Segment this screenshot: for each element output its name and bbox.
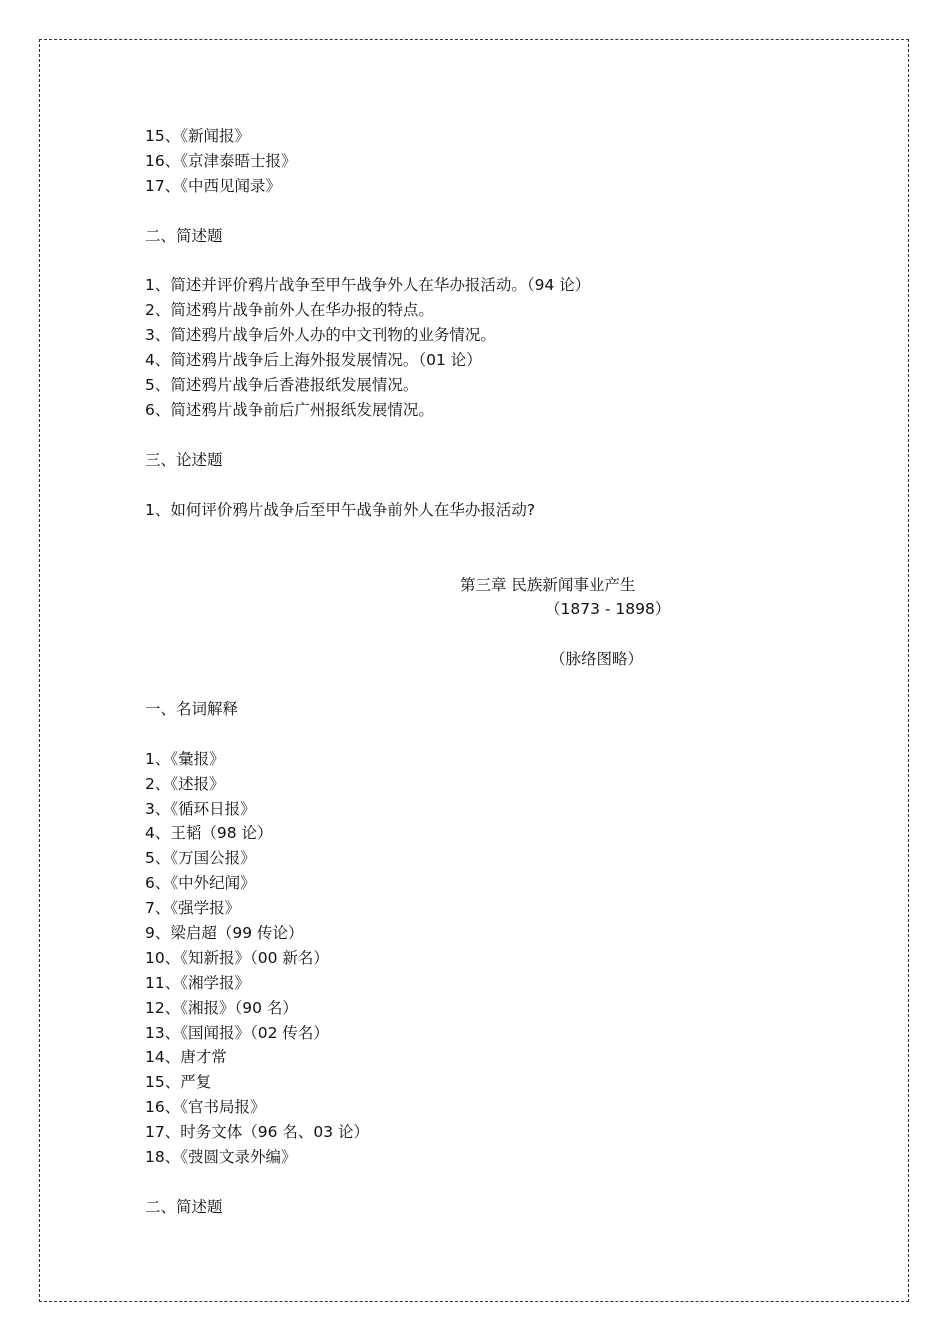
list-item: 14、唐才常 (145, 1048, 227, 1066)
list-item: 7、《强学报》 (145, 899, 241, 917)
list-item: 4、简述鸦片战争后上海外报发展情况。（01 论） (145, 351, 482, 369)
list-item: 16、《京津泰晤士报》 (145, 152, 297, 170)
list-item: 5、《万国公报》 (145, 849, 256, 867)
list-item: 5、简述鸦片战争后香港报纸发展情况。 (145, 376, 419, 394)
list-item: 17、《中西见闻录》 (145, 177, 281, 195)
list-item: 11、《湘学报》 (145, 974, 250, 992)
section-heading: 二、简述题 (145, 227, 223, 245)
section-heading: 三、论述题 (145, 451, 223, 469)
list-item: 2、《述报》 (145, 775, 225, 793)
list-item: 17、时务文体（96 名、03 论） (145, 1123, 370, 1141)
chapter-note: （脉络图略） (550, 650, 644, 668)
list-item: 10、《知新报》（00 新名） (145, 949, 329, 967)
list-item: 15、严复 (145, 1073, 212, 1091)
list-item: 12、《湘报》（90 名） (145, 999, 298, 1017)
list-item: 3、简述鸦片战争后外人办的中文刊物的业务情况。 (145, 326, 496, 344)
chapter-years: （1873 - 1898） (545, 600, 671, 618)
list-item: 9、梁启超（99 传论） (145, 924, 304, 942)
list-item: 13、《国闻报》（02 传名） (145, 1024, 329, 1042)
list-item: 4、王韬（98 论） (145, 824, 273, 842)
list-item: 15、《新闻报》 (145, 127, 250, 145)
list-item: 18、《弢圆文录外编》 (145, 1148, 297, 1166)
list-item: 2、简述鸦片战争前外人在华办报的特点。 (145, 301, 434, 319)
section-heading: 一、名词解释 (145, 700, 239, 718)
section-heading: 二、简述题 (145, 1198, 223, 1216)
chapter-title: 第三章 民族新闻事业产生 (460, 576, 636, 594)
list-item: 16、《官书局报》 (145, 1098, 266, 1116)
list-item: 6、《中外纪闻》 (145, 874, 256, 892)
list-item: 3、《循环日报》 (145, 800, 256, 818)
essay-question: 1、如何评价鸦片战争后至甲午战争前外人在华办报活动? (145, 501, 536, 519)
list-item: 6、简述鸦片战争前后广州报纸发展情况。 (145, 401, 434, 419)
list-item: 1、《彙报》 (145, 750, 225, 768)
list-item: 1、简述并评价鸦片战争至甲午战争外人在华办报活动。（94 论） (145, 276, 591, 294)
